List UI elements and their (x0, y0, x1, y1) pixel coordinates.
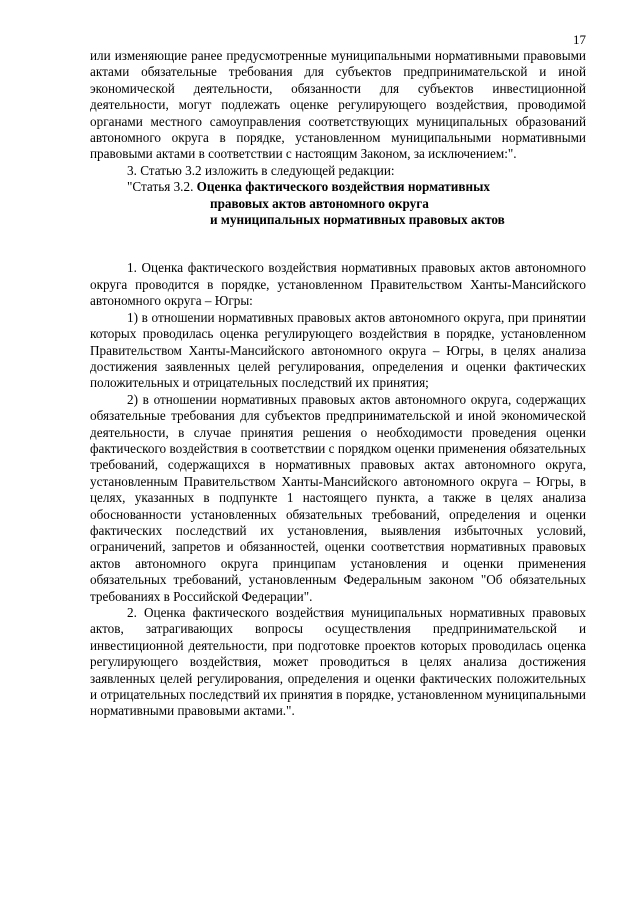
article-title-line-2: правовых актов автономного округа (210, 195, 429, 211)
article-title-line-3: и муниципальных нормативных правовых актов (210, 212, 505, 228)
document-body (90, 48, 586, 720)
article-title (90, 179, 586, 228)
amendment-item-3: 3. Статью 3.2 изложить в следующей редакции: (127, 162, 395, 178)
article-subpoint-1-2: 2) в отношении нормативных правовых актов автономного округа, содержащих обязательные требования для субъектов предпринимательской и иной экономической деятельности, в случае принятия решения о необходимости проведения оценки фактического воздействия в соответствии с порядком оценки применения обязательных требований, содержащихся в нормативных правовых актах автономного округа, установленным Правительством Ханты-Мансийского автономного округа – Югры, в целях, указанных в подпункте 1 настоящего пункта, а также в целях анализа обоснованности установленных обязательных требований, определения и оценки фактических последствий их установления, выявления избыточных условий, ограничений, запретов и обязанностей, оценки соответствия нормативных правовых актов автономного округа принципам установления и оценки применения обязательных требований, установленным Федеральным законом "Об обязательных требованиях в Российской Федерации". (90, 391, 586, 604)
article-title-line-1 (127, 179, 586, 195)
article-title-prefix: "Статья 3.2. (127, 179, 197, 195)
article-point-2: 2. Оценка фактического воздействия муниципальных нормативных правовых актов, затрагивающих вопросы осуществления предпринимательской и инвестиционной деятельности, при подготовке проектов которых проводилась оценка регулирующего воздействия, может проводиться в целях анализа достижения заявленных целей регулирования, определения и оценки фактических положительных и отрицательных последствий их принятия в порядке, установленном муниципальными нормативными правовыми актами.". (90, 605, 586, 719)
spacer (90, 228, 586, 260)
page-number: 17 (573, 32, 586, 47)
intro-paragraph: или изменяющие ранее предусмотренные муниципальными нормативными правовыми актами обязательные требования для субъектов предпринимательской и иной экономической деятельности, обязанности для субъектов инвестиционной деятельности, могут подлежать оценке регулирующего воздействия, проводимой органами местного самоуправления соответствующих муниципальных образований автономного округа в порядке, установленном муниципальными нормативными правовыми актами в соответствии с настоящим Законом, за исключением:". (90, 48, 586, 162)
article-point-1: 1. Оценка фактического воздействия нормативных правовых актов автономного округа проводится в порядке, установленном Правительством Ханты-Мансийского автономного округа – Югры: (90, 260, 586, 309)
article-title-text-1: Оценка фактического воздействия нормативных (196, 179, 490, 195)
article-subpoint-1-1: 1) в отношении нормативных правовых актов автономного округа, при принятии которых проводилась оценка регулирующего воздействия в порядке, установленном Правительством Ханты-Мансийского автономного округа – Югры, в целях анализа достижения заявленных целей регулирования, определения и оценки фактических положительных и отрицательных последствий их принятия; (90, 309, 586, 391)
